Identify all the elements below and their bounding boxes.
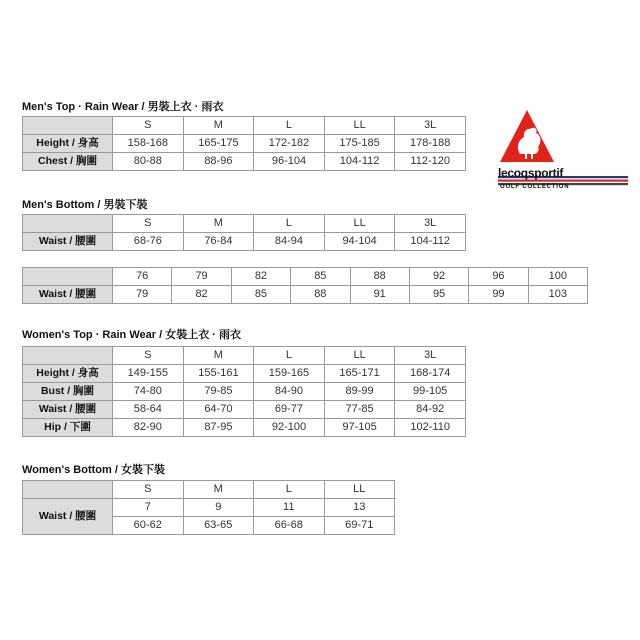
row-label: Waist / 腰圍 — [23, 286, 113, 304]
value-cell: 69-71 — [324, 517, 395, 535]
value-cell: 68-76 — [113, 233, 184, 251]
value-cell: 13 — [324, 499, 395, 517]
size-header-row — [23, 215, 466, 233]
size-cell: L — [254, 215, 325, 233]
value-cell: 9 — [183, 499, 254, 517]
value-cell: 172-182 — [254, 135, 325, 153]
table-row — [23, 153, 466, 171]
row-label: Height / 身高 — [23, 365, 113, 383]
value-cell: 175-185 — [324, 135, 395, 153]
row-label: Bust / 胸圍 — [23, 383, 113, 401]
brand-tagline: GOLF COLLECTION — [500, 184, 570, 190]
corner-cell — [23, 347, 113, 365]
value-cell: 77-85 — [324, 401, 395, 419]
size-cell: S — [113, 215, 184, 233]
size-cell: 79 — [172, 268, 231, 286]
value-cell: 66-68 — [254, 517, 325, 535]
value-cell: 112-120 — [395, 153, 466, 171]
row-label: Waist / 腰圍 — [23, 499, 113, 535]
value-cell: 63-65 — [183, 517, 254, 535]
row-label: Chest / 胸圍 — [23, 153, 113, 171]
table-row — [23, 401, 466, 419]
table-row — [23, 233, 466, 251]
womens-bottom-title: Women's Bottom / 女裝下裝 — [22, 464, 165, 476]
value-cell: 82 — [172, 286, 231, 304]
value-cell: 92-100 — [254, 419, 325, 437]
corner-cell — [23, 268, 113, 286]
size-cell: 85 — [291, 268, 350, 286]
value-cell: 76-84 — [183, 233, 254, 251]
size-cell: 88 — [350, 268, 409, 286]
size-cell: LL — [324, 117, 395, 135]
brand-name: lecoqsportif — [498, 166, 564, 180]
value-cell: 99 — [469, 286, 528, 304]
value-cell: 88 — [291, 286, 350, 304]
value-cell: 89-99 — [324, 383, 395, 401]
womens-top-title: Women's Top · Rain Wear / 女裝上衣 · 雨衣 — [22, 329, 241, 341]
value-cell: 82-90 — [113, 419, 184, 437]
value-cell: 96-104 — [254, 153, 325, 171]
value-cell: 149-155 — [113, 365, 184, 383]
mens-top-title: Men's Top · Rain Wear / 男裝上衣 · 雨衣 — [22, 101, 224, 113]
size-cell: L — [254, 117, 325, 135]
corner-cell — [23, 215, 113, 233]
value-cell: 87-95 — [183, 419, 254, 437]
size-header-row — [23, 347, 466, 365]
size-cell: L — [254, 347, 325, 365]
size-cell: LL — [324, 481, 395, 499]
size-header-row — [23, 268, 588, 286]
row-label: Waist / 腰圍 — [23, 401, 113, 419]
value-cell: 85 — [231, 286, 290, 304]
value-cell: 84-94 — [254, 233, 325, 251]
value-cell: 168-174 — [395, 365, 466, 383]
table-row — [23, 499, 395, 517]
value-cell: 88-96 — [183, 153, 254, 171]
size-cell: 3L — [395, 215, 466, 233]
value-cell: 178-188 — [395, 135, 466, 153]
size-cell: 96 — [469, 268, 528, 286]
corner-cell — [23, 117, 113, 135]
le-coq-sportif-logo — [480, 100, 630, 195]
value-cell: 74-80 — [113, 383, 184, 401]
mens-top-table — [22, 116, 466, 171]
table-row — [23, 419, 466, 437]
size-cell: 3L — [395, 347, 466, 365]
value-cell: 94-104 — [324, 233, 395, 251]
value-cell: 91 — [350, 286, 409, 304]
table-row — [23, 383, 466, 401]
value-cell: 69-77 — [254, 401, 325, 419]
value-cell: 104-112 — [395, 233, 466, 251]
value-cell: 64-70 — [183, 401, 254, 419]
value-cell: 102-110 — [395, 419, 466, 437]
table-row — [23, 135, 466, 153]
size-cell: M — [183, 347, 254, 365]
size-cell: 76 — [113, 268, 172, 286]
value-cell: 84-90 — [254, 383, 325, 401]
value-cell: 84-92 — [395, 401, 466, 419]
size-cell: S — [113, 481, 184, 499]
value-cell: 104-112 — [324, 153, 395, 171]
size-cell: S — [113, 117, 184, 135]
size-cell: LL — [324, 215, 395, 233]
table-row — [23, 286, 588, 304]
value-cell: 60-62 — [113, 517, 184, 535]
table-row — [23, 365, 466, 383]
size-header-row — [23, 481, 395, 499]
value-cell: 165-175 — [183, 135, 254, 153]
value-cell: 165-171 — [324, 365, 395, 383]
value-cell: 95 — [409, 286, 468, 304]
row-label: Waist / 腰圍 — [23, 233, 113, 251]
value-cell: 155-161 — [183, 365, 254, 383]
value-cell: 7 — [113, 499, 184, 517]
value-cell: 58-64 — [113, 401, 184, 419]
value-cell: 159-165 — [254, 365, 325, 383]
mens-bottom-numeric-table — [22, 267, 588, 304]
value-cell: 103 — [528, 286, 587, 304]
size-cell: 100 — [528, 268, 587, 286]
value-cell: 97-105 — [324, 419, 395, 437]
size-cell: 92 — [409, 268, 468, 286]
size-cell: S — [113, 347, 184, 365]
value-cell: 99-105 — [395, 383, 466, 401]
row-label: Hip / 下圍 — [23, 419, 113, 437]
value-cell: 80-88 — [113, 153, 184, 171]
corner-cell — [23, 481, 113, 499]
value-cell: 79 — [113, 286, 172, 304]
row-label: Height / 身高 — [23, 135, 113, 153]
value-cell: 11 — [254, 499, 325, 517]
size-header-row — [23, 117, 466, 135]
size-cell: 82 — [231, 268, 290, 286]
size-cell: M — [183, 117, 254, 135]
size-cell: M — [183, 481, 254, 499]
mens-bottom-title: Men's Bottom / 男裝下裝 — [22, 199, 148, 211]
womens-top-table — [22, 346, 466, 437]
value-cell: 79-85 — [183, 383, 254, 401]
size-cell: M — [183, 215, 254, 233]
size-cell: LL — [324, 347, 395, 365]
size-cell: L — [254, 481, 325, 499]
value-cell: 158-168 — [113, 135, 184, 153]
size-cell: 3L — [395, 117, 466, 135]
mens-bottom-table — [22, 214, 466, 251]
womens-bottom-table — [22, 480, 395, 535]
